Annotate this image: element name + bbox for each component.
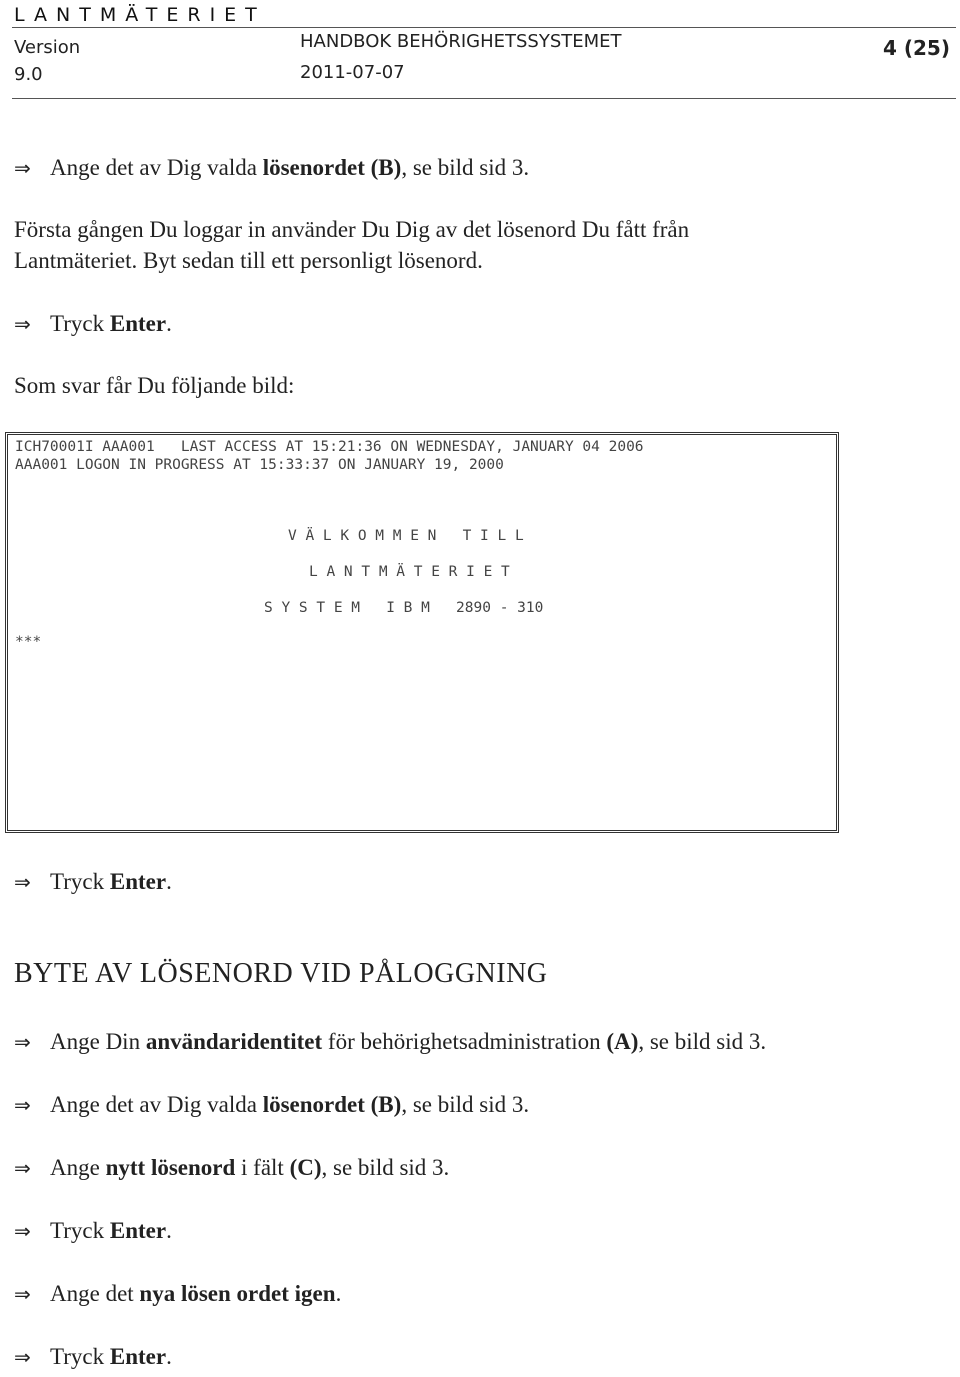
page-header	[0, 0, 960, 105]
version-label: Version	[14, 37, 81, 58]
step-repeat-password: ⇒ Ange det nya lösen ordet igen.	[14, 1279, 341, 1309]
document-title: HANDBOK BEHÖRIGHETSSYSTEMET	[300, 31, 622, 52]
brand-logo-text: LANTMÄTERIET	[14, 4, 266, 26]
arrow-icon: ⇒	[14, 1282, 31, 1306]
arrow-icon: ⇒	[14, 1345, 31, 1369]
step-enter-user-id: ⇒ Ange Din användaridentitet för behörighetsadministration (A), se bild sid 3.	[14, 1027, 766, 1057]
terminal-system-ibm: S Y S T E M I B M 2890 - 310	[264, 600, 544, 616]
instruction-press-enter-2: ⇒ Tryck Enter.	[14, 867, 172, 897]
terminal-stars: ***	[15, 634, 42, 650]
instruction-press-enter: ⇒ Tryck Enter.	[14, 309, 172, 339]
first-login-paragraph: Första gången Du loggar in använder Du Dig av det lösenord Du fått från Lantmäteriet. Byt sedan till ett personligt lösenord.	[14, 217, 690, 273]
response-intro: Som svar får Du följande bild:	[14, 373, 295, 398]
version-number: 9.0	[14, 64, 43, 85]
document-date: 2011-07-07	[300, 62, 405, 83]
terminal-last-access-line: ICH70001I AAA001 LAST ACCESS AT 15:21:36 ON WEDNESDAY, JANUARY 04 2006	[15, 439, 644, 455]
terminal-welcome: V Ä L K O M M E N T I L L	[288, 528, 524, 544]
arrow-icon: ⇒	[14, 1030, 31, 1054]
step-press-enter-final: ⇒ Tryck Enter.	[14, 1342, 172, 1372]
step-new-password: ⇒ Ange nytt lösenord i fält (C), se bild sid 3.	[14, 1153, 449, 1183]
header-rule-top	[12, 27, 956, 28]
step-enter-password: ⇒ Ange det av Dig valda lösenordet (B), se bild sid 3.	[14, 1090, 529, 1120]
arrow-icon: ⇒	[14, 1093, 31, 1117]
step-press-enter: ⇒ Tryck Enter.	[14, 1216, 172, 1246]
header-rule-bottom	[12, 98, 956, 99]
terminal-logon-line: AAA001 LOGON IN PROGRESS AT 15:33:37 ON JANUARY 19, 2000	[15, 457, 504, 473]
arrow-icon: ⇒	[14, 1219, 31, 1243]
terminal-screen	[5, 432, 839, 833]
arrow-icon: ⇒	[14, 870, 31, 894]
arrow-icon: ⇒	[14, 312, 31, 336]
section-heading: BYTE AV LÖSENORD VID PÅLOGGNING	[14, 958, 548, 989]
terminal-lantmateriet: L A N T M Ä T E R I E T	[309, 564, 510, 580]
arrow-icon: ⇒	[14, 1156, 31, 1180]
page-number: 4 (25)	[883, 36, 950, 60]
instruction-enter-password: ⇒ Ange det av Dig valda lösenordet (B), se bild sid 3.	[14, 153, 529, 183]
arrow-icon: ⇒	[14, 156, 31, 180]
